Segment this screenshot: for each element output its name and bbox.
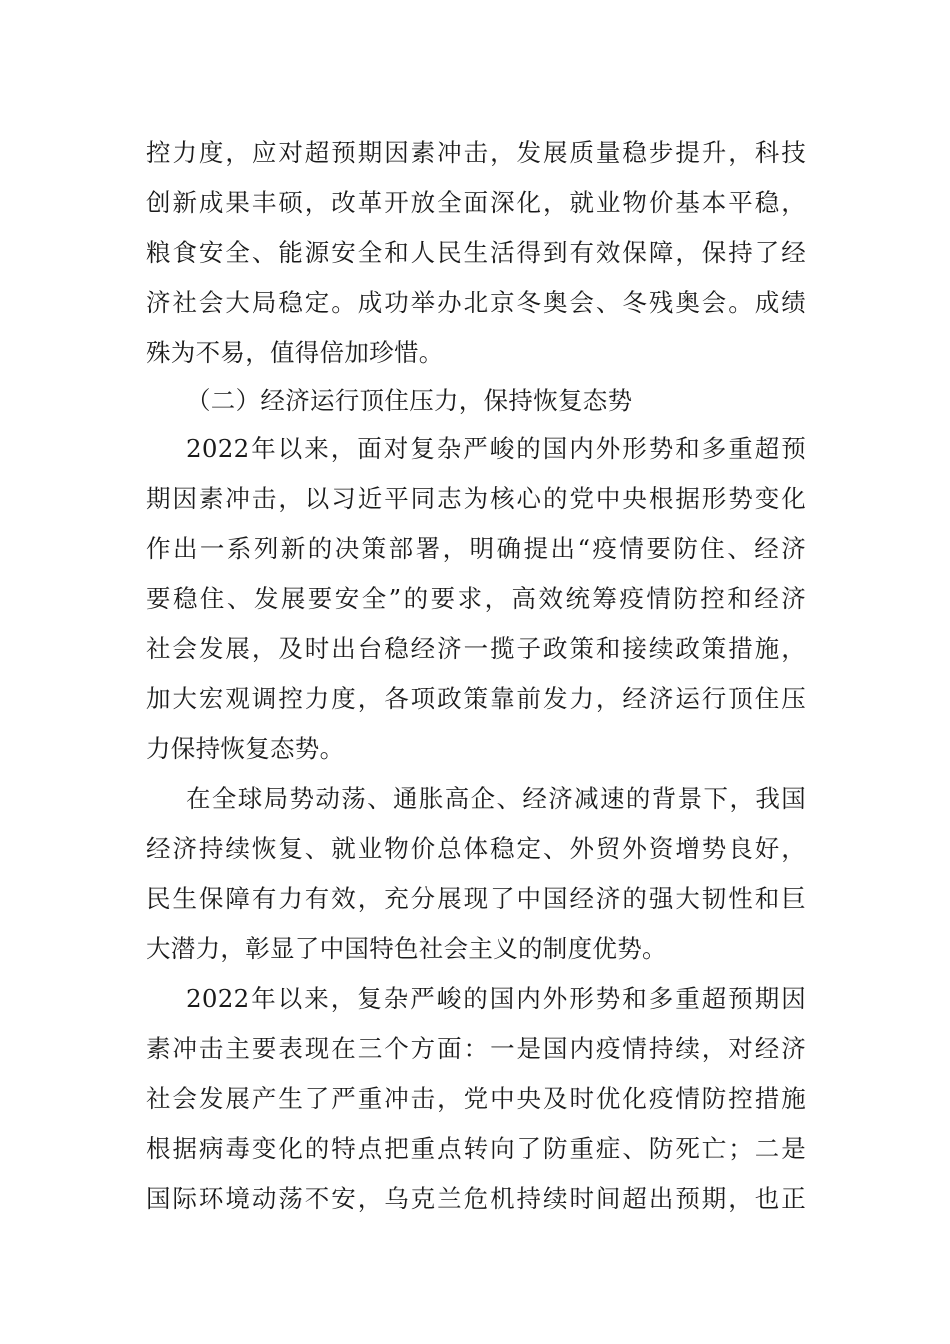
text-line: 作出一系列新的决策部署，明确提出“疫情要防住、经济 xyxy=(146,534,806,563)
text-line: 粮食安全、能源安全和人民生活得到有效保障，保持了经 xyxy=(146,238,806,267)
text-line: 2022年以来，复杂严峻的国内外形势和多重超预期因 xyxy=(186,984,806,1013)
text-line: 控力度，应对超预期因素冲击，发展质量稳步提升，科技 xyxy=(146,138,806,167)
text-line: 要稳住、发展要安全”的要求，高效统筹疫情防控和经济 xyxy=(146,584,806,613)
text-line: 创新成果丰硕，改革开放全面深化，就业物价基本平稳， xyxy=(146,188,806,217)
text-line: 民生保障有力有效，充分展现了中国经济的强大韧性和巨 xyxy=(146,884,806,913)
text-line: 大潜力，彰显了中国特色社会主义的制度优势。 xyxy=(146,934,667,963)
text-line: 殊为不易，值得倍加珍惜。 xyxy=(146,338,444,367)
text-line: 2022年以来，面对复杂严峻的国内外形势和多重超预 xyxy=(186,434,806,463)
text-line: 期因素冲击，以习近平同志为核心的党中央根据形势变化 xyxy=(146,484,806,513)
text-line: 素冲击主要表现在三个方面：一是国内疫情持续，对经济 xyxy=(146,1034,806,1063)
text-line: 经济持续恢复、就业物价总体稳定、外贸外资增势良好， xyxy=(146,834,806,863)
text-line: 根据病毒变化的特点把重点转向了防重症、防死亡；二是 xyxy=(146,1134,806,1163)
section-heading: （二）经济运行顶住压力，保持恢复态势 xyxy=(186,386,633,415)
text-line: 社会发展，及时出台稳经济一揽子政策和接续政策措施， xyxy=(146,634,806,663)
text-line: 在全球局势动荡、通胀高企、经济减速的背景下，我国 xyxy=(186,784,806,813)
text-line: 国际环境动荡不安，乌克兰危机持续时间超出预期，也正 xyxy=(146,1184,806,1213)
text-line: 社会发展产生了严重冲击，党中央及时优化疫情防控措施 xyxy=(146,1084,806,1113)
text-line: 济社会大局稳定。成功举办北京冬奥会、冬残奥会。成绩 xyxy=(146,288,806,317)
text-line: 力保持恢复态势。 xyxy=(146,734,345,763)
text-line: 加大宏观调控力度，各项政策靠前发力，经济运行顶住压 xyxy=(146,684,806,713)
